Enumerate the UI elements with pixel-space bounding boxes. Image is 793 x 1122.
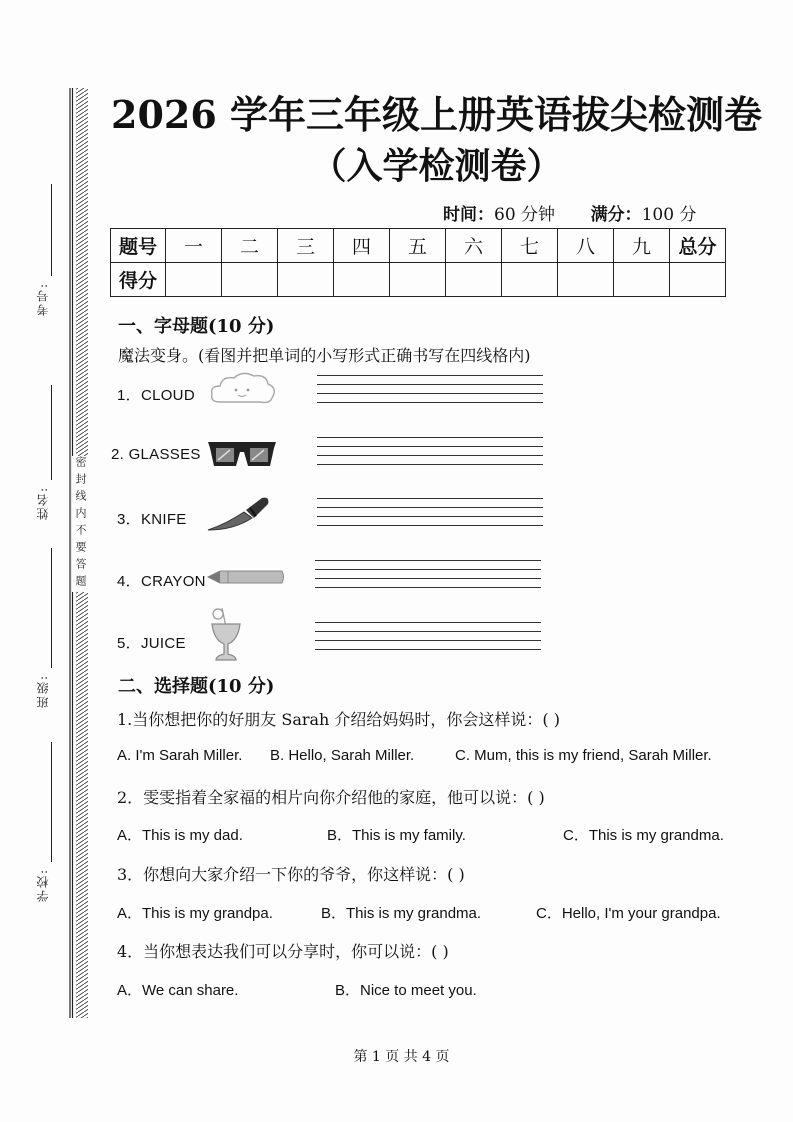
score-cell[interactable] bbox=[334, 263, 390, 297]
option[interactable]: B．Nice to meet you. bbox=[335, 982, 477, 999]
score-table-col: 三 bbox=[278, 229, 334, 263]
option[interactable]: C．Hello, I'm your grandpa. bbox=[536, 905, 721, 922]
score-table-row-label: 得分 bbox=[111, 263, 166, 297]
question: 1.当你想把你的好朋友 Sarah 介绍给妈妈时，你会这样说：( ) bbox=[117, 710, 561, 729]
four-line-grid[interactable] bbox=[315, 622, 541, 658]
item-word: 2. GLASSES bbox=[111, 446, 201, 463]
item-word: 1．CLOUD bbox=[117, 387, 195, 404]
glasses-icon bbox=[204, 436, 280, 472]
score-cell[interactable] bbox=[390, 263, 446, 297]
class-label: 班级: bbox=[36, 674, 50, 709]
exam-info bbox=[443, 200, 696, 225]
option[interactable]: A．This is my dad. bbox=[117, 827, 243, 844]
score-table-row-label: 题号 bbox=[111, 229, 166, 263]
score-cell[interactable] bbox=[166, 263, 222, 297]
item-word: 5．JUICE bbox=[117, 635, 186, 652]
option[interactable]: B．This is my family. bbox=[327, 827, 466, 844]
score-table-col: 九 bbox=[614, 229, 670, 263]
section2-heading: 二、选择题(10 分) bbox=[118, 676, 275, 697]
score-table-col: 六 bbox=[446, 229, 502, 263]
option[interactable]: A．This is my grandpa. bbox=[117, 905, 273, 922]
option[interactable]: B．This is my grandma. bbox=[321, 905, 482, 922]
crayon-icon bbox=[206, 566, 286, 588]
full-score-value: 100 分 bbox=[641, 205, 697, 225]
score-table-col: 二 bbox=[222, 229, 278, 263]
option[interactable]: A. I'm Sarah Miller. bbox=[117, 747, 243, 764]
score-cell[interactable] bbox=[278, 263, 334, 297]
question: 2．雯雯指着全家福的相片向你介绍他的家庭，他可以说：( ) bbox=[117, 788, 545, 807]
name-line[interactable] bbox=[51, 385, 52, 480]
score-table-col: 七 bbox=[502, 229, 558, 263]
score-cell[interactable] bbox=[670, 263, 726, 297]
score-table-col: 五 bbox=[390, 229, 446, 263]
item-word: 4．CRAYON bbox=[117, 573, 206, 590]
score-table-col: 总分 bbox=[670, 229, 726, 263]
knife-icon bbox=[206, 494, 272, 534]
four-line-grid[interactable] bbox=[317, 437, 543, 473]
option[interactable]: B. Hello, Sarah Miller. bbox=[270, 747, 415, 764]
score-table-col: 八 bbox=[558, 229, 614, 263]
exam-no-line[interactable] bbox=[51, 184, 52, 276]
school-label: 学校: bbox=[36, 868, 50, 903]
score-cell[interactable] bbox=[446, 263, 502, 297]
question: 3．你想向大家介绍一下你的爷爷，你这样说：( ) bbox=[117, 865, 465, 884]
time-value: 60 分钟 bbox=[494, 205, 556, 225]
class-line[interactable] bbox=[51, 548, 52, 668]
juice-icon bbox=[206, 606, 246, 664]
score-table-col: 四 bbox=[334, 229, 390, 263]
four-line-grid[interactable] bbox=[317, 375, 543, 411]
section1-heading: 一、字母题(10 分) bbox=[118, 316, 275, 337]
page-subtitle: （入学检测卷） bbox=[310, 145, 563, 187]
four-line-grid[interactable] bbox=[315, 560, 541, 596]
score-table-score-row bbox=[111, 263, 726, 297]
section1-instruction: 魔法变身。(看图并把单词的小写形式正确书写在四线格内) bbox=[118, 346, 531, 365]
score-table bbox=[110, 228, 726, 297]
name-label: 姓名: bbox=[36, 486, 50, 521]
seal-notice: 密封线内不要答题 bbox=[74, 456, 87, 592]
four-line-grid[interactable] bbox=[317, 498, 543, 534]
time-label: 时间： bbox=[443, 205, 494, 225]
cloud-icon bbox=[208, 370, 278, 410]
score-cell[interactable] bbox=[558, 263, 614, 297]
score-cell[interactable] bbox=[614, 263, 670, 297]
option[interactable]: C. Mum, this is my friend, Sarah Miller. bbox=[455, 747, 712, 764]
exam-no-label: 考号: bbox=[36, 282, 50, 317]
option[interactable]: A．We can share. bbox=[117, 982, 239, 999]
score-table-header-row bbox=[111, 229, 726, 263]
item-word: 3．KNIFE bbox=[117, 511, 187, 528]
option[interactable]: C．This is my grandma. bbox=[563, 827, 724, 844]
page-number: 第 1 页 共 4 页 bbox=[353, 1049, 450, 1065]
score-cell[interactable] bbox=[222, 263, 278, 297]
score-cell[interactable] bbox=[502, 263, 558, 297]
full-score-label: 满分： bbox=[590, 205, 642, 225]
page-title: 2026 学年三年级上册英语拔尖检测卷 bbox=[111, 92, 762, 137]
school-line[interactable] bbox=[51, 742, 52, 862]
score-table-col: 一 bbox=[166, 229, 222, 263]
question: 4．当你想表达我们可以分享时，你可以说：( ) bbox=[117, 942, 449, 961]
